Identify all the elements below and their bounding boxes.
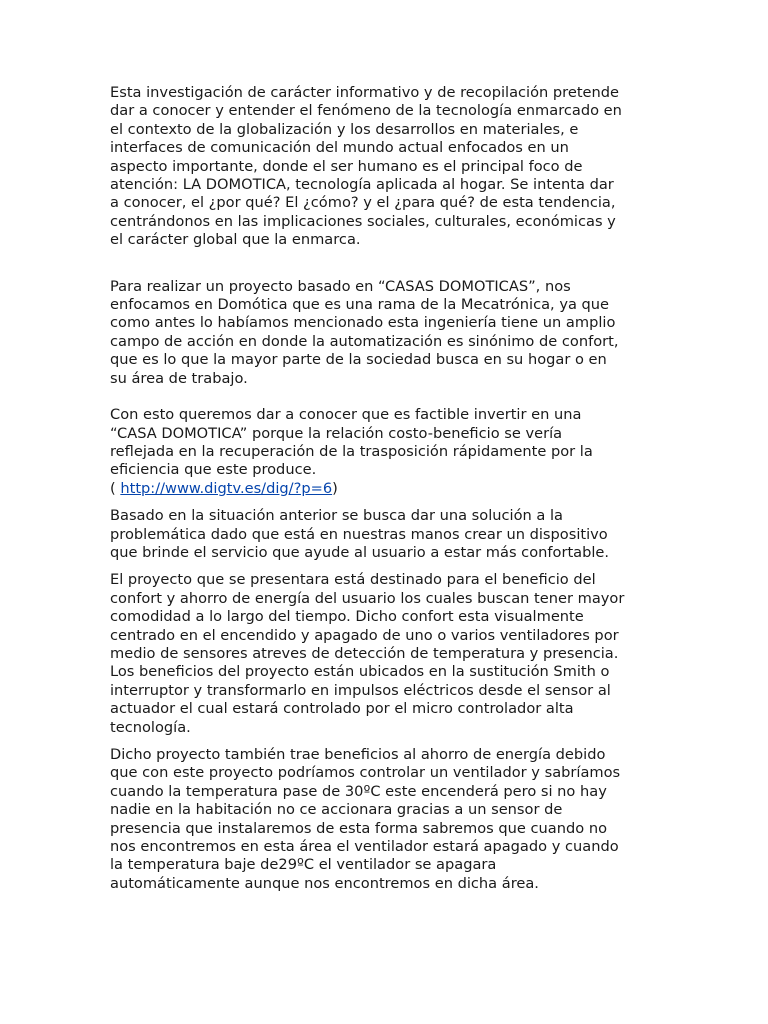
paragraph-energy-savings: Dicho proyecto también trae beneficios al ahorro de energía debido que con este proyecto podríamos controlar un ventilador y sabríamos cuando la temperatura pase de 30ºC este encenderá pero si no hay nadie en la habitación no ce accionara gracias a un sensor de presencia que instalaremos de esta forma sabremos que cuando no nos encontremos en esta área el ventilador estará apagado y cuando la temperatura baje de29ºC el ventilador se apagara automáticamente aunque nos encontremos en dicha área. xyxy=(110,746,621,892)
paragraph-investment: Con esto queremos dar a conocer que es factible invertir en una “CASA DOMOTICA” porque la relación costo-beneficio se vería reflejada en la recuperación de la trasposición rápidamente por la eficiencia que este produce. xyxy=(110,406,593,479)
paragraph-solution: Basado en la situación anterior se busca dar una solución a la problemática dado que está en nuestras manos crear un dispositivo que brinde el servicio que ayude al usuario a estar más confortable. xyxy=(110,507,610,561)
paragraph-project-description: El proyecto que se presentara está destinado para el beneficio del confort y ahorro de energía del usuario los cuales buscan tener mayor comodidad a lo largo del tiempo. Dicho confort esta visualmente centrado en el encendido y apagado de uno o varios ventiladores por medio de sensores atreves de detección de temperatura y presencia. Los beneficios del proyecto están ubicados en la sustitución Smith o interruptor y transformarlo en impulsos eléctricos desde el sensor al actuador el cual estará controlado por el micro controlador alta tecnología. xyxy=(110,571,625,736)
citation-close: ) xyxy=(332,479,338,497)
paragraph-investment-block xyxy=(110,406,670,498)
document-body xyxy=(110,84,670,893)
paragraph-introduction: Esta investigación de carácter informativo y de recopilación pretende dar a conocer y entender el fenómeno de la tecnología enmarcado en el contexto de la globalización y los desarrollos en materiales, e interfaces de comunicación del mundo actual enfocados en un aspecto importante, donde el ser humano es el principal foco de atención: LA DOMOTICA, tecnología aplicada al hogar. Se intenta dar a conocer, el ¿por qué? El ¿cómo? y el ¿para qué? de esta tendencia, centrándonos en las implicaciones sociales, culturales, económicas y el carácter global que la enmarca. xyxy=(110,84,622,249)
paragraph-project-basis: Para realizar un proyecto basado en “CASAS DOMOTICAS”, nos enfocamos en Domótica que es una rama de la Mecatrónica, ya que como antes lo habíamos mencionado esta ingeniería tiene un amplio campo de acción en donde la automatización es sinónimo de confort, que es lo que la mayor parte de la sociedad busca en su hogar o en su área de trabajo. xyxy=(110,277,619,387)
citation-open: ( xyxy=(110,479,121,497)
citation-link[interactable]: http://www.digtv.es/dig/?p=6 xyxy=(120,479,333,497)
citation-line xyxy=(110,480,670,498)
